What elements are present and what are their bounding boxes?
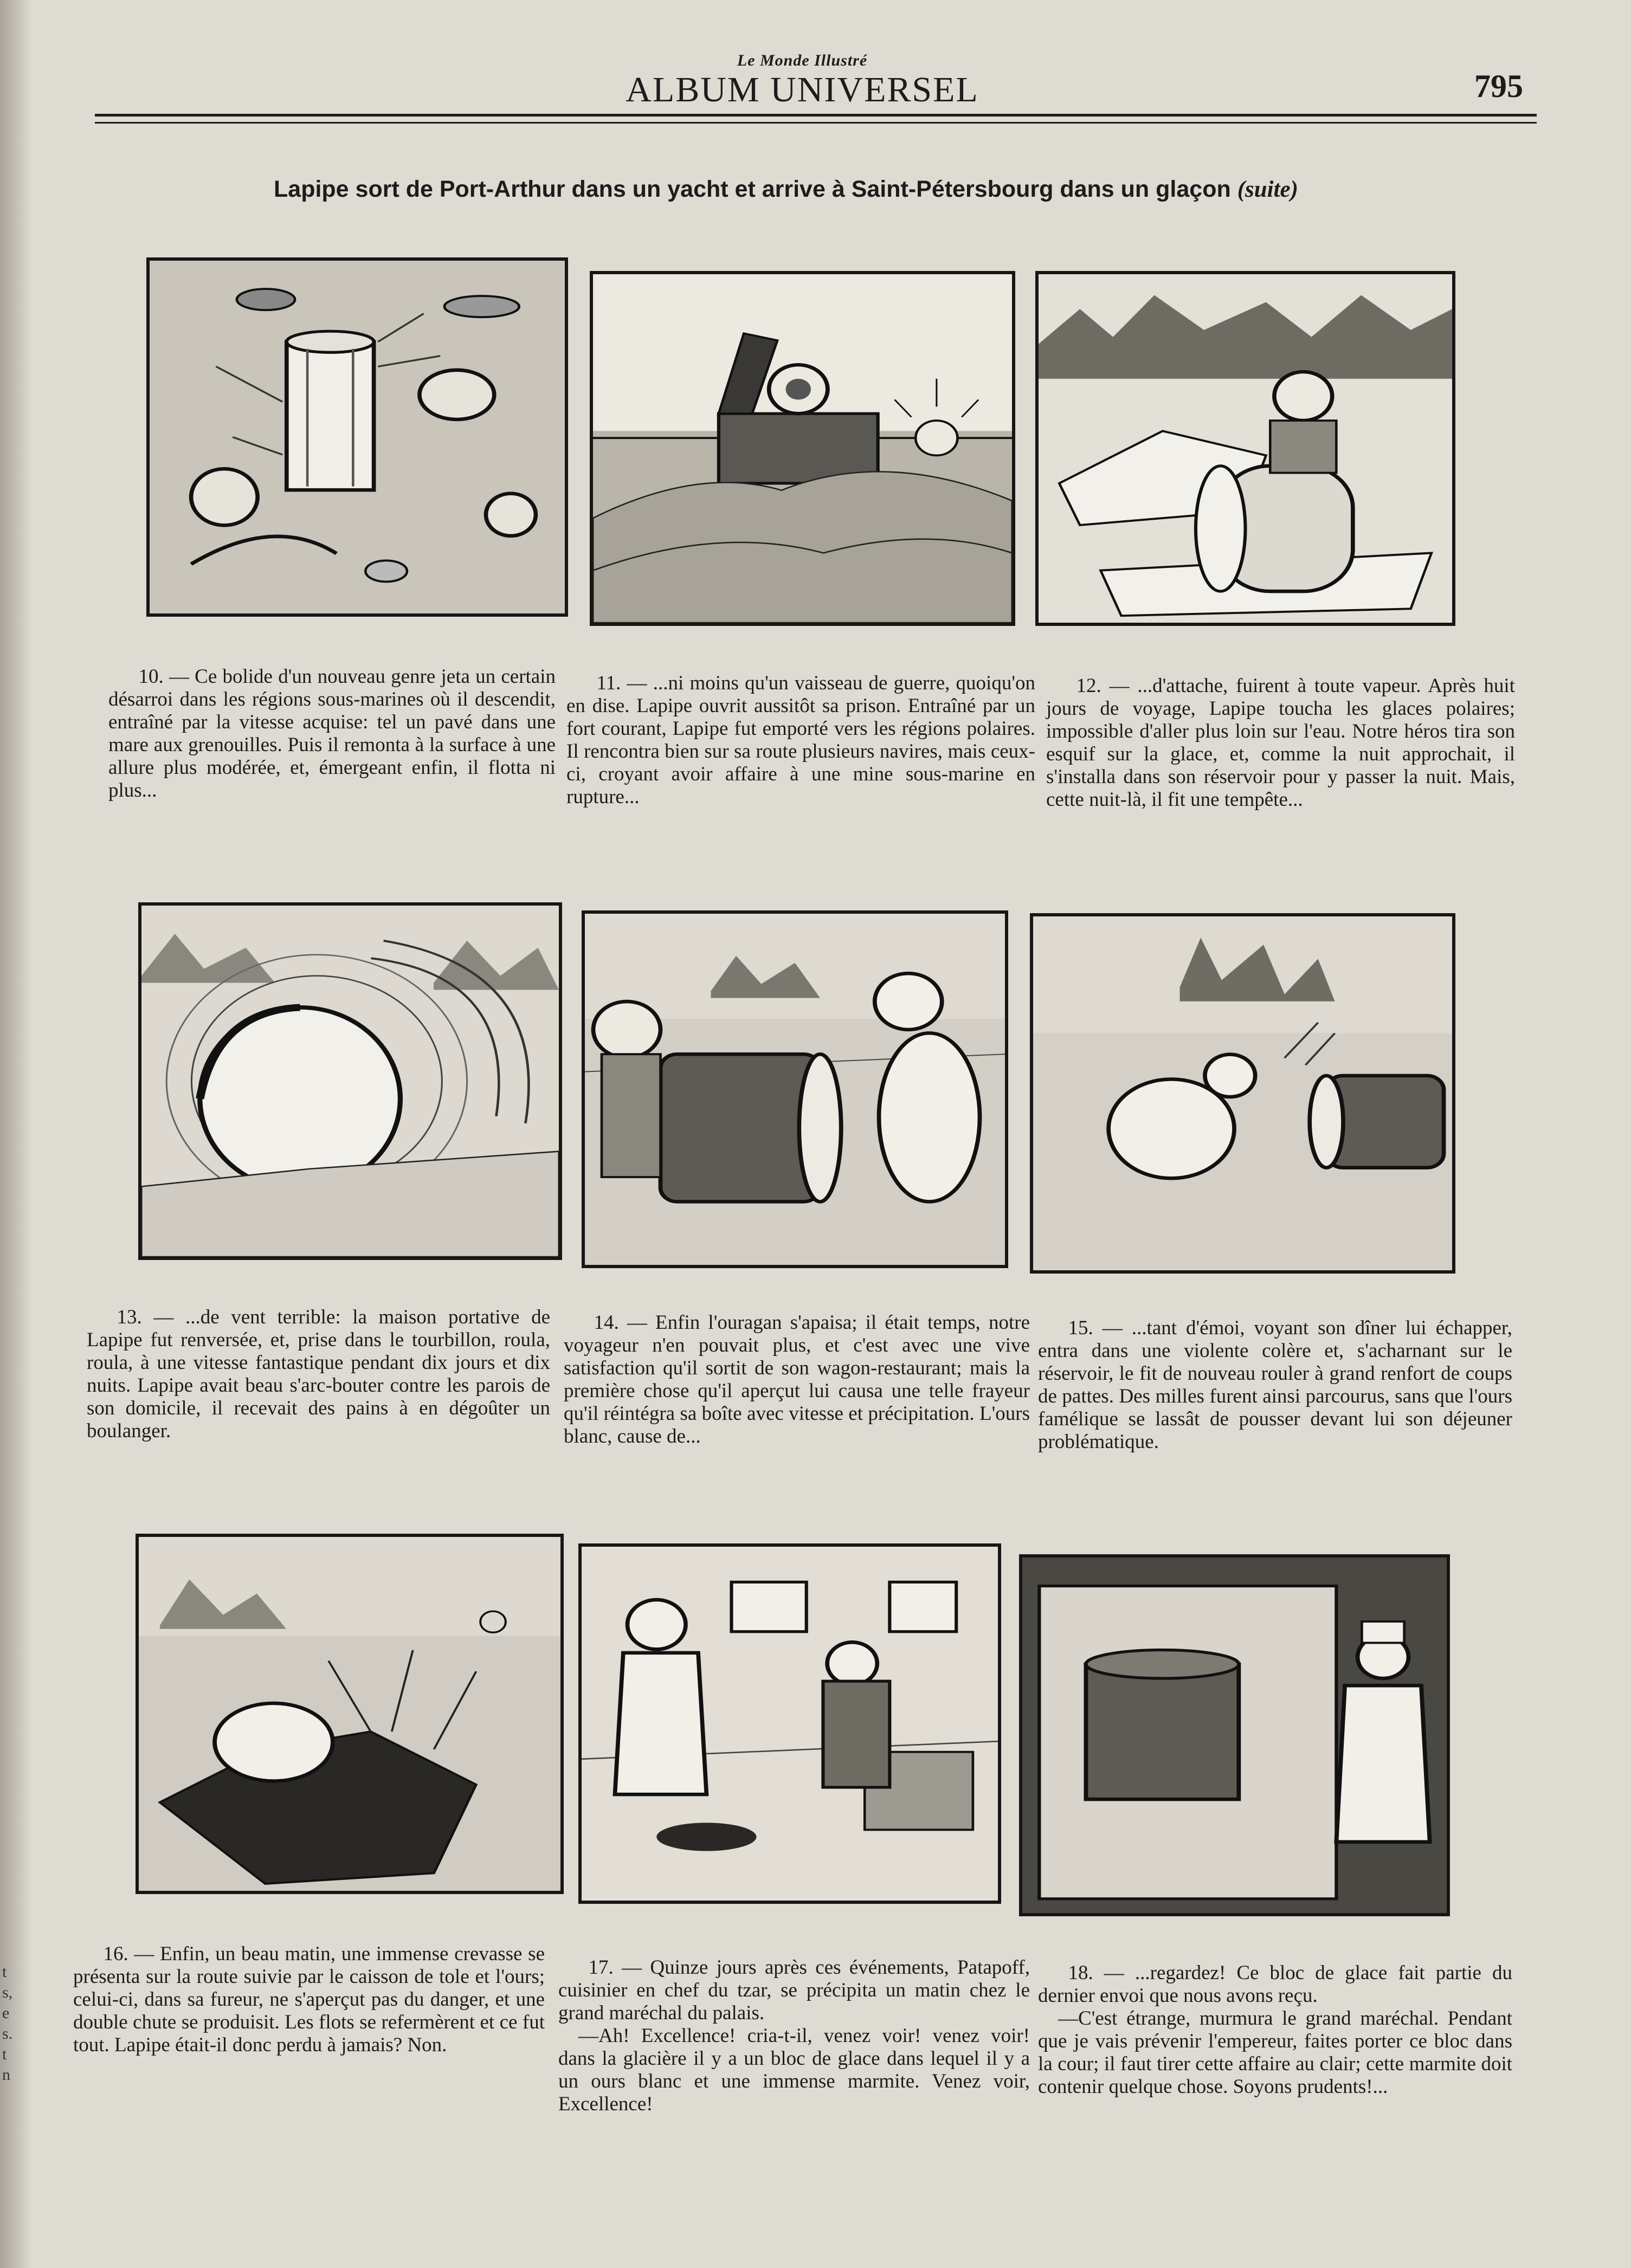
caption-paragraph: 18. — ...regardez! Ce bloc de glace fait partie du dernier envoi que nous avons reçu. [1038, 1962, 1512, 2007]
spine-letter: t [2, 2045, 7, 2063]
caption-paragraph: 13. — ...de vent terrible: la maison portative de Lapipe fut renversée, et, prise dans le tourbillon, roula, roula, à une vitesse fantastique pendant dix jours et dix nuits. Lapipe avait beau s'arc-bouter contre les parois de son domicile, il recevait des pains à en dégoûter un boulanger. [87, 1306, 550, 1442]
caption-paragraph: 15. — ...tant d'émoi, voyant son dîner lui échapper, entra dans une violente colère et, s'acharnant sur le réservoir, le fit de nouveau rouler à grand renfort de coups de pattes. Des milles furent ainsi parcourus, sans que l'ours famélique se lassât de pousser devant lui son déjeuner problématique. [1038, 1317, 1512, 1453]
bear-falling-in-ice-crack-icon [139, 1537, 560, 1891]
caption-paragraph: 17. — Quinze jours après ces événements, Patapoff, cuisinier en chef du tzar, se précipita un matin chez le grand maréchal du palais. [558, 1956, 1030, 2024]
caption-12 [1046, 675, 1515, 811]
underwater-can-with-fish-icon [150, 261, 565, 613]
caption-paragraph: 16. — Enfin, un beau matin, une immense crevasse se présenta sur la route suivie par le caisson de tole et l'ours; celui-ci, dans sa fureur, ne s'aperçut pas du danger, et une double chute se produisit. Les flots se refermèrent et ce fut tout. Lapipe était-il donc perdu à jamais? Non. [73, 1943, 545, 2056]
caption-paragraph: —Ah! Excellence! cria-t-il, venez voir! venez voir! dans la glacière il y a un bloc de glace dans lequel il y a un ours blanc et une immense marmite. Venez voir, Excellence! [558, 2025, 1030, 2115]
comic-panel-15 [1030, 913, 1455, 1274]
comic-panel-11 [590, 271, 1015, 626]
page-number: 795 [1474, 68, 1523, 104]
neighbor-page-letters [2, 1962, 13, 2085]
diver-on-ice-floe-icon [1039, 274, 1452, 623]
comic-panel-18 [1019, 1554, 1450, 1916]
comic-panel-13 [138, 902, 562, 1260]
publication-kicker: Le Monde Illustré [737, 51, 868, 69]
caption-18 [1038, 1962, 1512, 2098]
caption-10 [108, 665, 556, 802]
caption-paragraph: —C'est étrange, murmura le grand maréchal. Pendant que je vais prévenir l'empereur, faites porter ce bloc dans la cour; il faut tirer cette affaire au clair; cette marmite doit contenir quelque chose. Soyons prudents!... [1038, 2007, 1512, 2098]
headline-suffix: (suite) [1237, 177, 1298, 202]
caption-17 [558, 1956, 1030, 2116]
caption-paragraph: 11. — ...ni moins qu'un vaisseau de guerre, quoiqu'on en dise. Lapipe ouvrit aussitôt sa prison. Entraîné par un fort courant, Lapipe fut emporté vers les régions polaires. Il rencontra bien sur sa route plusieurs navires, mais ceux-ci, croyant avoir affaire à une mine sous-marine en rupture... [566, 672, 1035, 808]
header-rule-thin [95, 122, 1537, 124]
spine-letter: s. [2, 2025, 13, 2043]
spine-letter: n [2, 2066, 10, 2084]
caption-15 [1038, 1317, 1512, 1453]
caption-paragraph: 12. — ...d'attache, fuirent à toute vapeur. Après huit jours de voyage, Lapipe toucha les glaces polaires; impossible d'aller plus loin sur l'eau. Notre héros tira son esquif sur la glace, et, comme la nuit approchait, il s'installa dans son réservoir pour y passer la nuit. Mais, cette nuit-là, il fit une tempête... [1046, 675, 1515, 811]
spine-letter: s, [2, 1983, 13, 2001]
spine-letter: e [2, 2004, 10, 2022]
binding-edge [0, 0, 33, 2268]
polar-bear-pushing-can-icon [1033, 916, 1452, 1270]
rolling-can-in-storm-icon [141, 906, 559, 1257]
cook-and-marshal-in-room-icon [582, 1547, 998, 1901]
comic-panel-10 [146, 257, 568, 617]
caption-paragraph: 14. — Enfin l'ouragan s'apaisa; il était temps, notre voyageur n'en pouvait plus, et c'est avec une vive satisfaction qu'il sortit de son wagon-restaurant; mais la première chose qu'il aperçut lui causa une telle frayeur qu'il réintégra sa boîte avec vitesse et précipitation. L'ours blanc, cause de... [564, 1311, 1030, 1448]
comic-panel-16 [136, 1534, 564, 1894]
caption-16 [73, 1943, 545, 2057]
diver-in-box-on-waves-icon [593, 274, 1012, 623]
caption-14 [564, 1311, 1030, 1448]
comic-panel-14 [582, 910, 1008, 1268]
polar-bear-and-diver-icon [585, 914, 1005, 1265]
caption-13 [87, 1306, 550, 1443]
headline-text: Lapipe sort de Port-Arthur dans un yacht et arrive à Saint-Pétersbourg dans un glaçon [274, 176, 1231, 202]
spine-letter: t [2, 1963, 7, 1981]
header-rule [95, 114, 1537, 117]
comic-panel-17 [578, 1543, 1001, 1904]
publication-title: ALBUM UNIVERSEL [626, 70, 979, 109]
page-headline [163, 176, 1409, 203]
comic-panel-12 [1035, 271, 1455, 626]
caption-paragraph: 10. — Ce bolide d'un nouveau genre jeta un certain désarroi dans les régions sous-marines où il descendit, entraîné par la vitesse acquise: tel un pavé dans une mare aux grenouilles. Puis il remonta à la surface à une allure plus modérée, et, émergeant enfin, il flotta ni plus... [108, 665, 556, 802]
caption-11 [566, 672, 1035, 809]
cook-with-pot-on-ice-block-icon [1022, 1558, 1447, 1913]
